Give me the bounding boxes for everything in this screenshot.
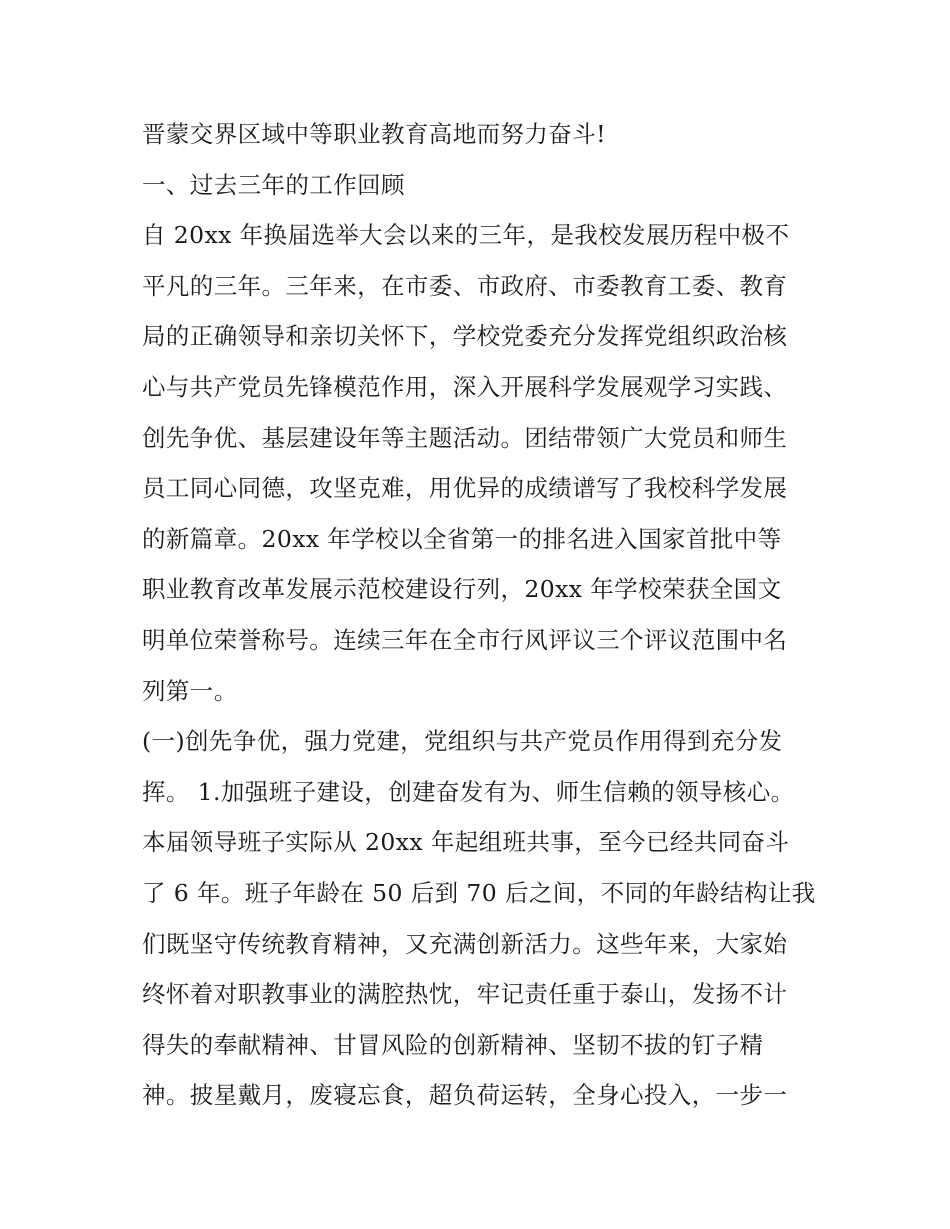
text-line: 创先争优、基层建设年等主题活动。团结带领广大党员和师生: [142, 423, 788, 452]
subsection-heading: (一)创先争优，强力党建，党组织与共产党员作用得到充分发: [142, 727, 783, 756]
text-line: 心与共产党员先锋模范作用，深入开展科学发展观学习实践、: [142, 372, 788, 401]
text-line: 神。披星戴月，废寝忘食，超负荷运转，全身心投入，一步一: [142, 1081, 788, 1110]
text-line: 晋蒙交界区域中等职业教育高地而努力奋斗!: [142, 120, 606, 148]
text-line: 职业教育改革发展示范校建设行列，20xx 年学校荣获全国文: [142, 575, 782, 604]
text-line: 终怀着对职教事业的满腔热忱，牢记责任重于泰山，发扬不计: [142, 980, 788, 1009]
document-body: [142, 109, 822, 1121]
text-line: 员工同心同德，攻坚克难，用优异的成绩谱写了我校科学发展: [142, 474, 788, 503]
text-line: 平凡的三年。三年来，在市委、市政府、市委教育工委、教育: [142, 271, 788, 300]
text-line: 挥。 1.加强班子建设，创建奋发有为、师生信赖的领导核心。: [142, 777, 795, 806]
text-line: 的新篇章。20xx 年学校以全省第一的排名进入国家首批中等: [142, 524, 782, 553]
text-line: 明单位荣誉称号。连续三年在全市行风评议三个评议范围中名: [142, 625, 788, 654]
text-line: 得失的奉献精神、甘冒风险的创新精神、坚韧不拔的钉子精: [142, 1030, 764, 1059]
text-line: 们既坚守传统教育精神，又充满创新活力。这些年来，大家始: [142, 929, 788, 958]
text-line: 列第一。: [142, 676, 238, 705]
text-line: 局的正确领导和亲切关怀下，学校党委充分发挥党组织政治核: [142, 322, 788, 351]
text-line: 了 6 年。班子年龄在 50 后到 70 后之间，不同的年龄结构让我: [142, 878, 816, 907]
text-line: 自 20xx 年换届选举大会以来的三年，是我校发展历程中极不: [142, 221, 790, 250]
text-line: 本届领导班子实际从 20xx 年起组班共事，至今已经共同奋斗: [142, 828, 790, 857]
section-heading: 一、过去三年的工作回顾: [142, 170, 405, 199]
